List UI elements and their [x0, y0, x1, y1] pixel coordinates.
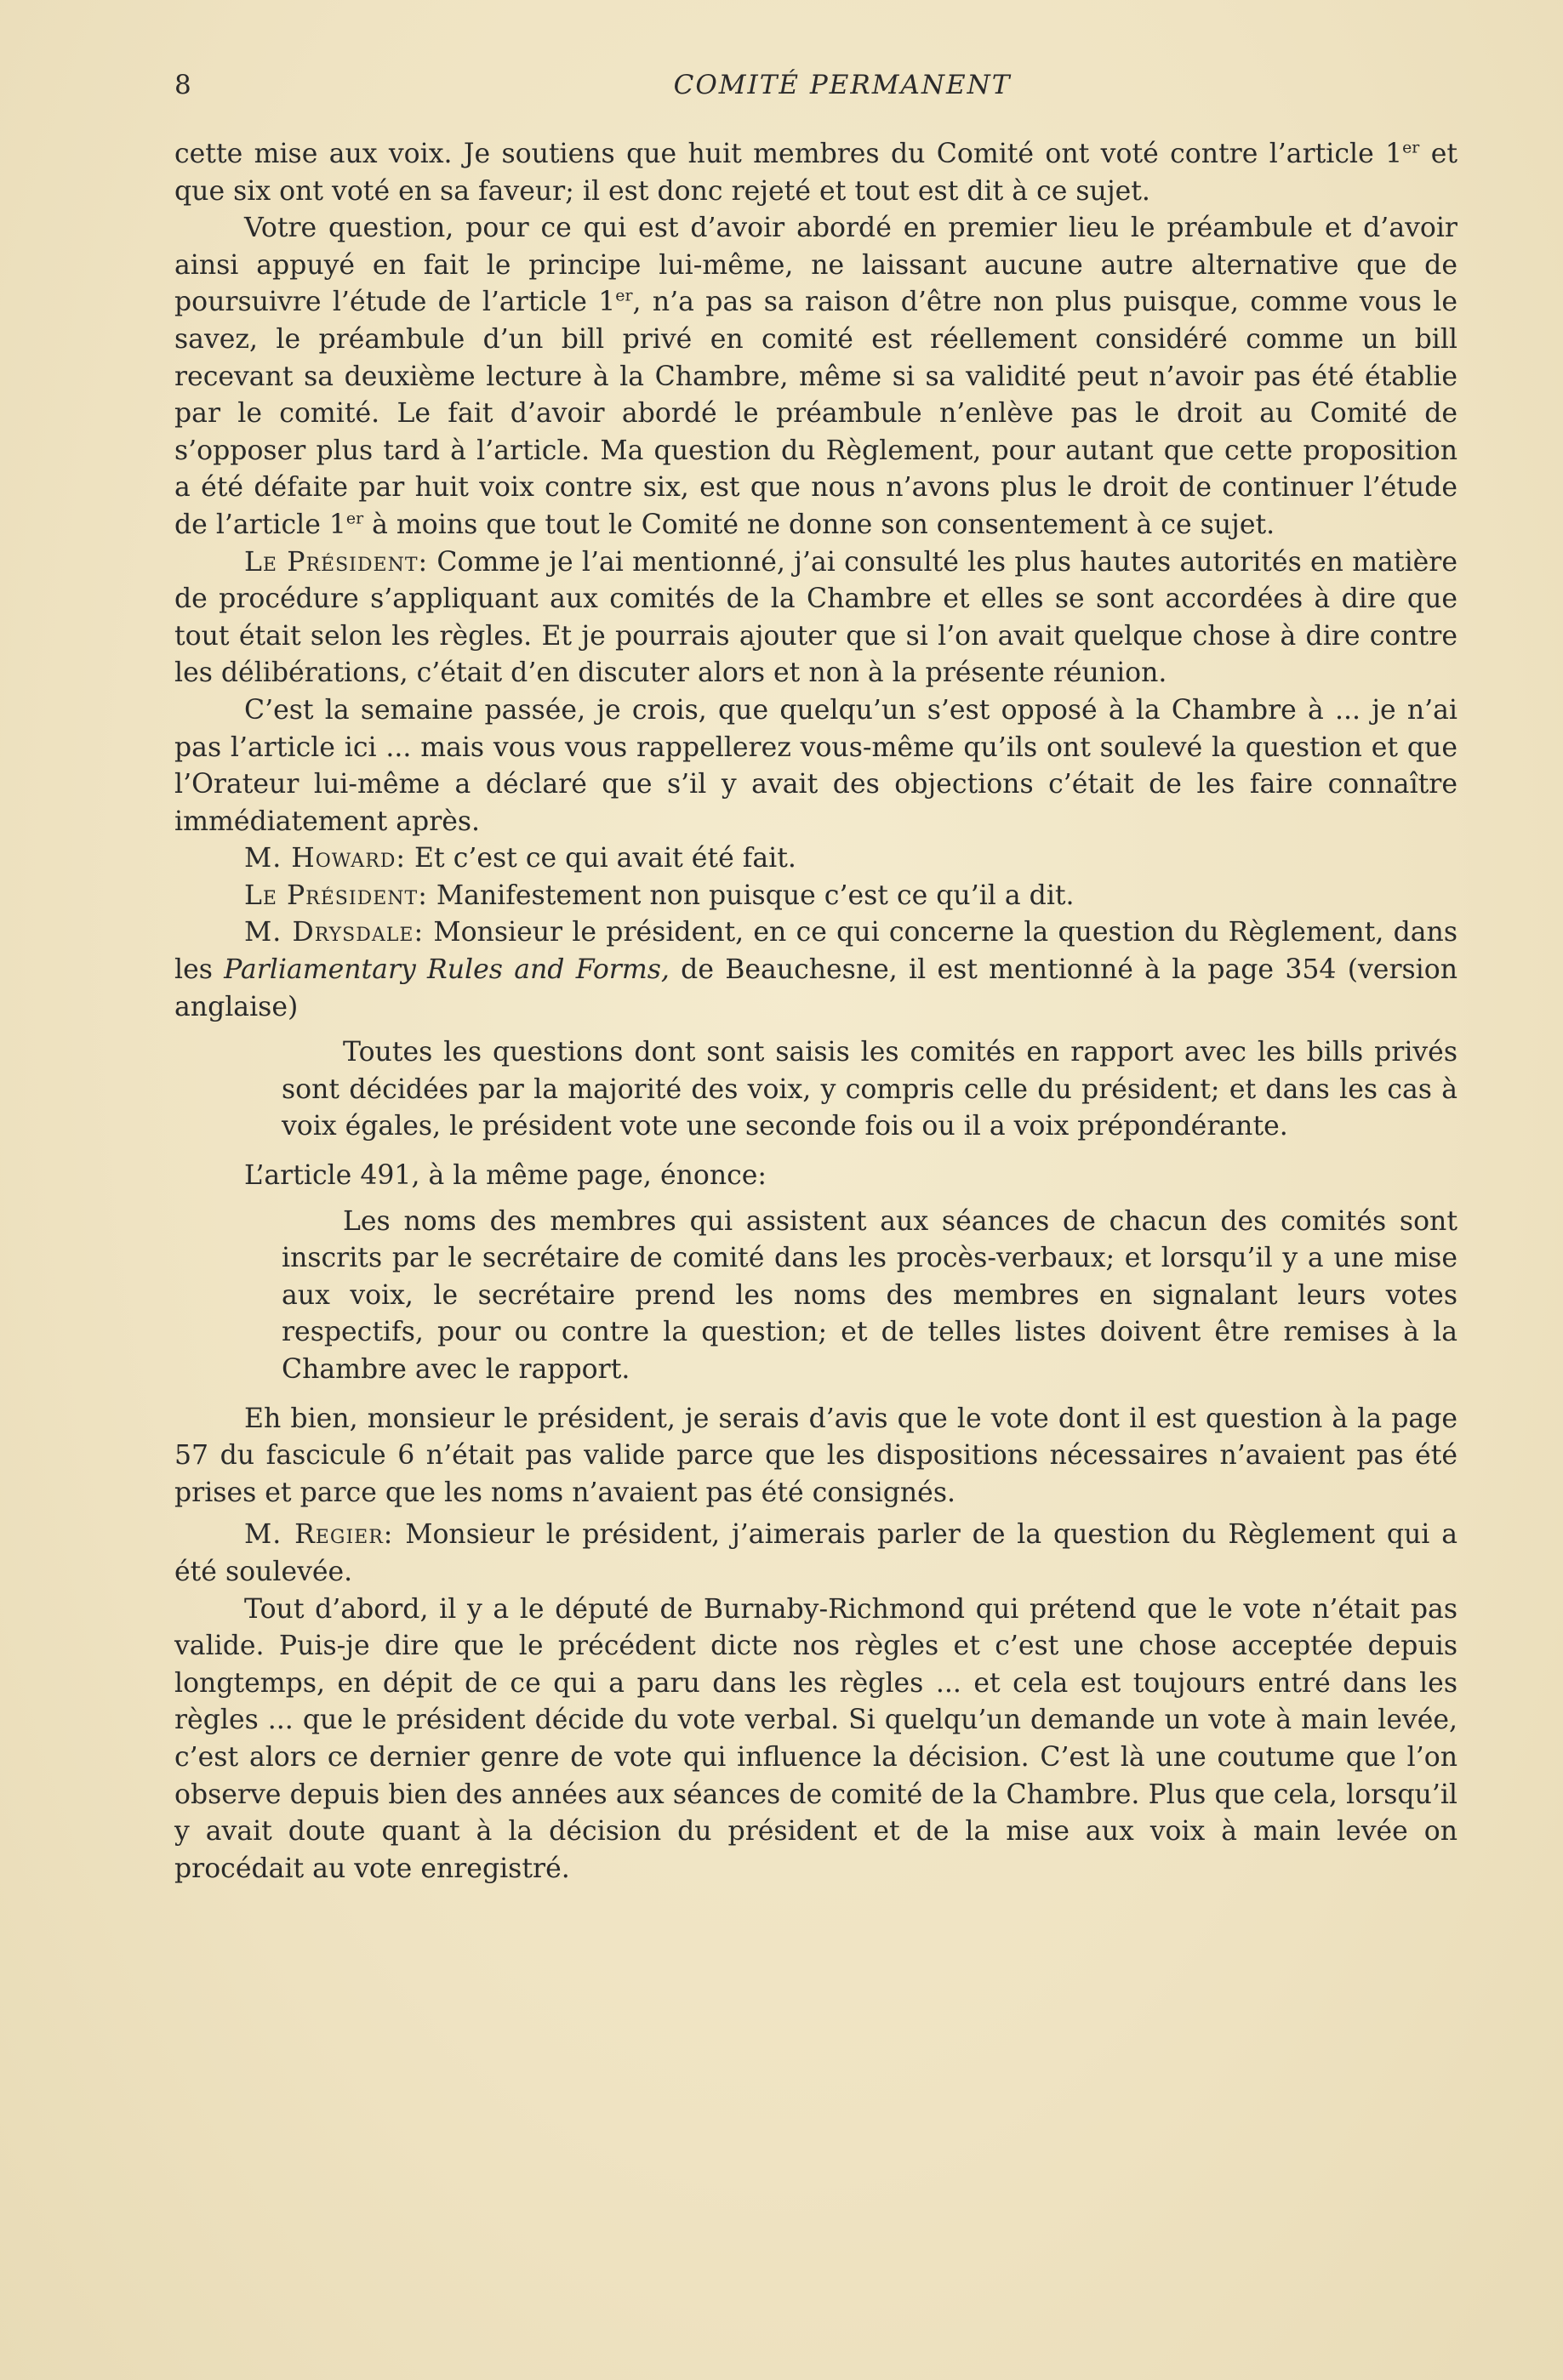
paragraph: cette mise aux voix. Je soutiens que huit membres du Comité ont voté contre l’article 1er et que six ont voté en sa faveur; il est donc rejeté et tout est dit à ce sujet. — [174, 138, 1457, 207]
paragraph — [174, 914, 1457, 1026]
paragraph: Eh bien, monsieur le président, je serais d’avis que le vote dont il est question à la page 57 du fascicule 6 n’était pas valide parce que les dispositions nécessaires n’avaient pas été prises et parce que les noms n’avaient pas été consignés. — [174, 1403, 1457, 1508]
paragraph: L’article 491, à la même page, énonce: — [244, 1160, 767, 1192]
running-title: COMITÉ PERMANENT — [673, 70, 1012, 100]
quote-text: Toutes les questions dont sont saisis les comités en rapport avec les bills privés sont décidées par la majorité des voix, y compris celle du président; et dans les cas à voix égales, le président vote une seconde fois ou il a voix prépondérante. — [282, 1037, 1457, 1142]
paragraph — [174, 840, 1457, 878]
page-header — [174, 70, 1459, 112]
paragraph — [174, 1517, 1457, 1591]
speech-text: Et c’est ce qui avait été fait. — [414, 843, 796, 874]
speaker-name: M. Howard: — [244, 843, 407, 874]
paragraph: Tout d’abord, il y a le député de Burnaby-Richmond qui prétend que le vote n’était pas valide. Puis-je dire que le précédent dicte nos règles et c’est une chose acceptée depuis longtemps, en dépit de ce qui a paru dans les règles ... et cela est toujours entré dans les règles ... que le président décide du vote verbal. Si quelqu’un demande un vote à main levée, c’est alors ce dernier genre de vote qui influence la décision. C’est là une coutume que l’on observe depuis bien des années aux séances de comité de la Chambre. Plus que cela, lorsqu’il y avait doute quant à la décision du président et de la mise aux voix à main levée on procédait au vote enregistré. — [174, 1593, 1457, 1884]
paragraph: Votre question, pour ce qui est d’avoir abordé en premier lieu le préambule et d’avoir ainsi appuyé en fait le principe lui-même, ne laissant aucune autre alternative que de poursuivre l’étude de l’article 1er, n’a pas sa raison d’être non plus puisque, comme vous le savez, le préambule d’un bill privé en comité est réellement considéré comme un bill recevant sa deuxième lecture à la Chambre, même si sa validité peut n’avoir pas été établie par le comité. Le fait d’avoir abordé le préambule n’enlève pas le droit au Comité de s’opposer plus tard à l’article. Ma question du Règlement, pour autant que cette proposition a été défaite par huit voix contre six, est que nous n’avons plus le droit de continuer l’étude de l’article 1er à moins que tout le Comité ne donne son consentement à ce sujet. — [174, 213, 1457, 540]
speech-text: Manifestement non puisque c’est ce qu’il a dit. — [436, 880, 1075, 911]
speech-text: de Beauchesne, il est mentionné à la page 354 (version anglaise) — [174, 954, 1457, 1022]
quote-text: Les noms des membres qui assistent aux séances de chacun des comités sont inscrits par le secrétaire de comité dans les procès-verbaux; et lorsqu’il y a une mise aux voix, le secrétaire prend les noms des membres en signalant leurs votes respectifs, pour ou contre la question; et de telles listes doivent être remises à la Chambre avec le rapport. — [282, 1205, 1457, 1385]
paragraph: C’est la semaine passée, je crois, que quelqu’un s’est opposé à la Chambre à ... je n’ai pas l’article ici ... mais vous vous rappellerez vous-même qu’ils ont soulevé la question et que l’Orateur lui-même a déclaré que s’il y avait des objections c’était de les faire connaître immédiatement après. — [174, 694, 1457, 837]
paragraph — [174, 544, 1457, 692]
speaker-name: Le Président: — [244, 546, 429, 578]
speech-text: Comme je l’ai mentionné, j’ai consulté les plus hautes autorités en matière de procédure s’appliquant aux comités de la Chambre et elles se sont accordées à dire que tout était selon les règles. Et je pourrais ajouter que si l’on avait quelque chose à dire contre les délibérations, c’était d’en discuter alors et non à la présente réunion. — [174, 546, 1458, 689]
page-number: 8 — [174, 70, 191, 100]
speaker-name: M. Regier: — [244, 1519, 394, 1551]
paragraph — [174, 878, 1457, 915]
block-quote — [282, 1204, 1457, 1389]
block-quote — [282, 1034, 1457, 1146]
speaker-name: M. Drysdale: — [244, 917, 425, 948]
speech-text: Monsieur le président, en ce qui concerne la question du Règlement, dans les — [174, 917, 1458, 986]
document-body — [174, 136, 1457, 1887]
book-title: Parliamentary Rules and Forms, — [224, 954, 670, 986]
speech-text: Monsieur le président, j’aimerais parler de la question du Règlement qui a été soulevée. — [174, 1519, 1457, 1587]
speaker-name: Le Président: — [244, 880, 428, 911]
